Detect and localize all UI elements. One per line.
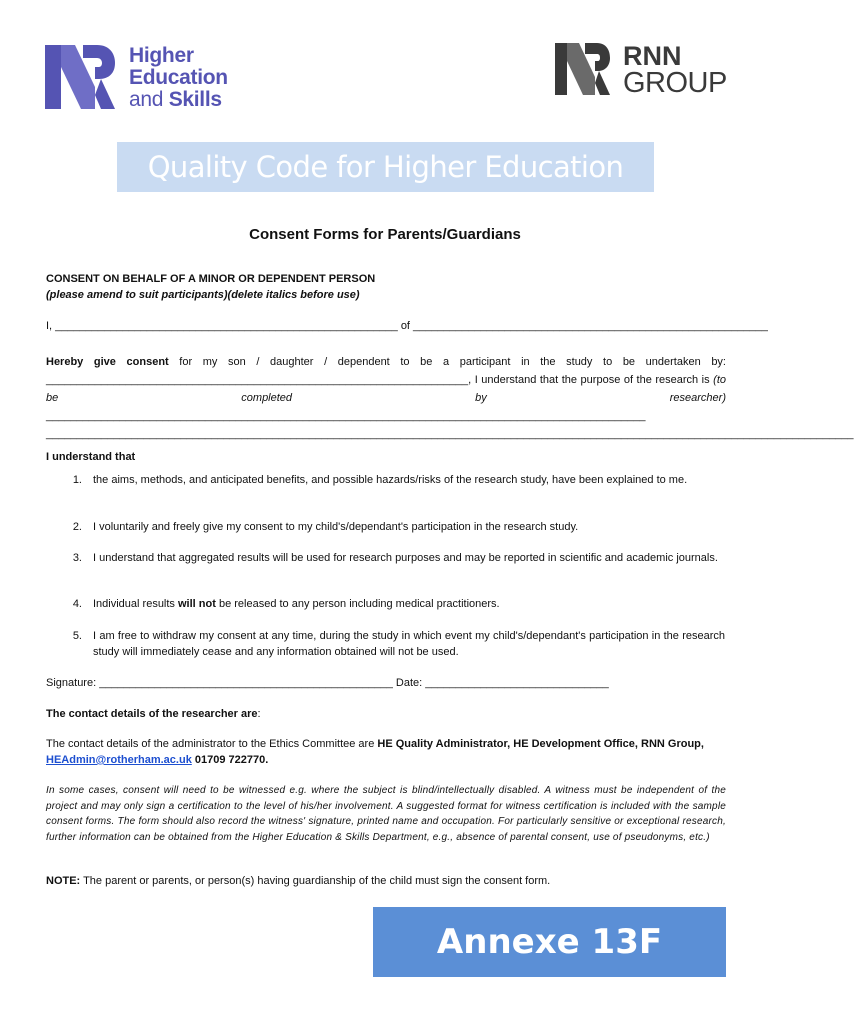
page-subtitle: Consent Forms for Parents/Guardians — [249, 226, 521, 243]
annexe-label: Annexe 13F — [436, 922, 663, 962]
hes-logo-text — [129, 45, 228, 111]
annexe-badge — [373, 907, 726, 977]
note-text: The parent or parents, or person(s) having guardianship of the child must sign the consent form. — [80, 875, 551, 887]
list-item-number: 3. — [72, 552, 82, 564]
hes-logo-line2: Education — [129, 66, 228, 89]
hes-logo-line1: Higher — [129, 44, 194, 67]
rnn-group-logo — [555, 43, 745, 98]
list-item-text-bold: will not — [178, 598, 216, 610]
name-address-line: I, ________________________________________________________ of __________________________________________________________ — [46, 320, 768, 332]
contact-paragraph — [46, 736, 726, 768]
note-label: NOTE: — [46, 875, 81, 887]
banner-title: Quality Code for Higher Education — [147, 150, 624, 184]
title-banner — [117, 142, 654, 192]
list-item-text: I voluntarily and freely give my consent to my child's/dependant's participation in the research study. — [93, 521, 579, 533]
list-item-number: 1. — [72, 474, 82, 486]
hes-logo-mark-icon — [45, 45, 117, 109]
contact-email-link[interactable]: HEAdmin@rotherham.ac.uk — [46, 754, 192, 766]
consent-statement — [46, 353, 854, 440]
list-item-text-before: Individual results — [93, 598, 178, 610]
contact-phone: 01709 722770. — [191, 754, 269, 766]
hereby-text: for my son / daughter / dependent to be a participant in the study to be undertaken by: _____________________________________________________________________, I understand that the purpose of the research is — [46, 356, 726, 386]
consent-instruction: (please amend to suit participants)(delete italics before use) — [46, 289, 360, 301]
list-item-text — [93, 596, 725, 612]
hes-logo-line3-bold: Skills — [168, 88, 222, 111]
rnn-logo-line2: GROUP — [623, 67, 727, 99]
hereby-bold: Hereby give consent — [46, 356, 169, 368]
list-item-number: 4. — [72, 598, 82, 610]
contact-heading-text: The contact details of the researcher are — [46, 708, 258, 720]
rnn-logo-line1: RNN — [623, 41, 682, 71]
contact-text: The contact details of the administrator to the Ethics Committee are — [46, 738, 378, 750]
note-paragraph — [46, 873, 550, 889]
witness-note: In some cases, consent will need to be witnessed e.g. where the subject is blind/intellectually disabled. A witness must be independent of the project and may only sign a certification to the level of his/her involvement. A suggested format for witness certification is included with the sample consent forms. The form should also record the witness' signature, printed name and occupation. For particularly sensitive or exceptional research, further information can be obtained from the Higher Education & Skills Department, e.g., absence of parental consent, use of pseudonyms, etc.) — [46, 785, 726, 843]
list-item-number: 5. — [72, 630, 82, 642]
list-item-text: the aims, methods, and anticipated benefits, and possible hazards/risks of the research study, have been explained to me. — [93, 474, 688, 486]
hereby-italic: (to be completed by researcher) — [46, 374, 726, 404]
list-item-number: 2. — [72, 521, 82, 533]
list-item-text-after: be released to any person including medical practitioners. — [215, 598, 500, 610]
contact-heading-colon: : — [257, 708, 261, 720]
list-item-text: I am free to withdraw my consent at any time, during the study in which event my child's/dependant's participation in the research study will immediately cease and any information obtained will not be used. — [93, 630, 725, 658]
signature-date-line: Signature: ________________________________________________ Date: ______________________________ — [46, 677, 609, 689]
rnn-logo-mark-icon — [555, 43, 611, 95]
hereby-tail: __________________________________________________________________________________________________ ____________________________________________________________________________________________________________________________________ — [46, 410, 854, 440]
hes-logo — [45, 45, 255, 111]
contact-heading — [46, 706, 261, 722]
list-item-text: I understand that aggregated results will be used for research purposes and may be reported in scientific and academic journals. — [93, 552, 718, 564]
rnn-logo-text — [623, 43, 727, 97]
hes-logo-line3-prefix: and — [129, 88, 169, 111]
understand-heading: I understand that — [46, 451, 136, 463]
contact-bold: HE Quality Administrator, HE Development Office, RNN Group, — [377, 738, 704, 750]
consent-heading: CONSENT ON BEHALF OF A MINOR OR DEPENDENT PERSON — [46, 273, 376, 285]
